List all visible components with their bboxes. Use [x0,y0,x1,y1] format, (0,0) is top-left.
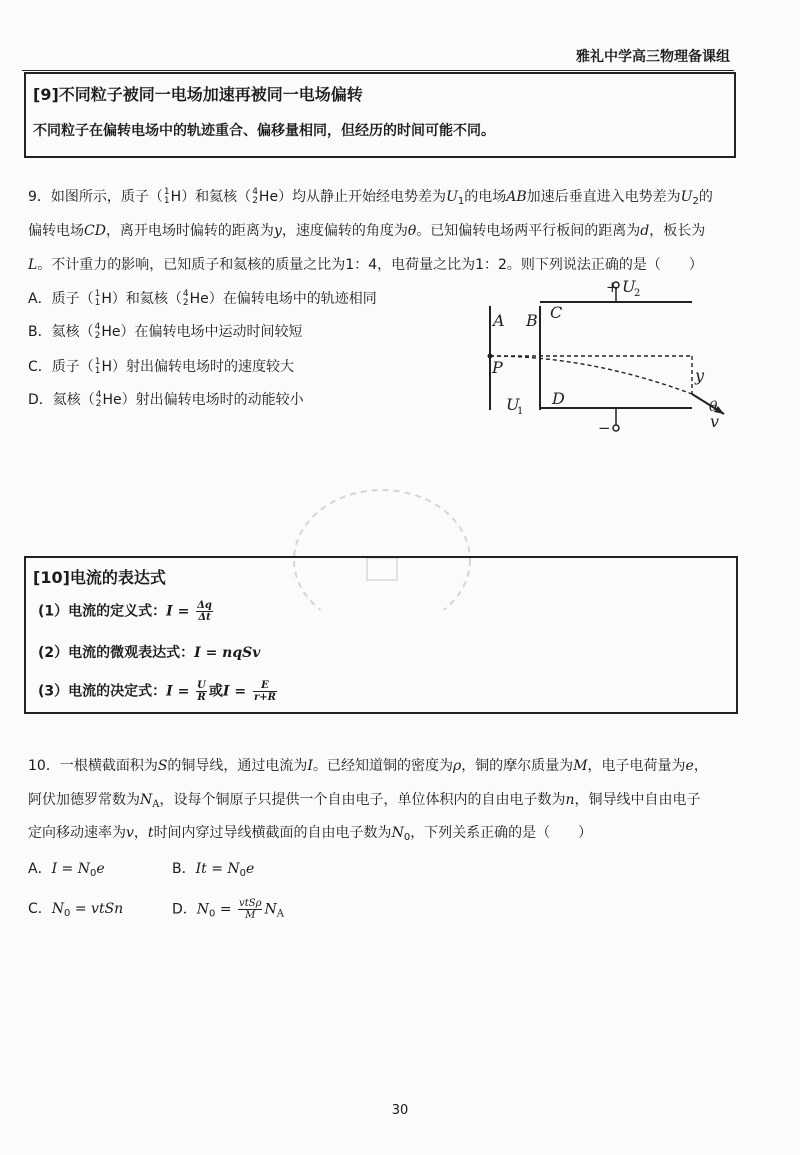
label-u1: U [506,395,520,414]
q10-option-c: C．$N_0$ = vtSn [28,901,124,919]
box9-text: 不同粒子在偏转电场中的轨迹重合、偏移量相同，但经历的时间可能不同。 [33,123,495,139]
header-divider [22,70,734,71]
q10-option-d: D．$N_0$ = $\frac{\text{vtSρ}}{M}$ $N_A$ [172,898,284,921]
q9-option-d: D．氦核（ 4 2 He）射出偏转电场时的动能较小 [28,390,304,409]
box10-definition: (1）电流的定义式：I = $\frac{\Delta q}{\Delta t}$ [38,600,212,623]
helium-symbol: 4 2 [252,187,258,206]
q9-option-a: A．质子（ 1 1 H）和氦核（ 4 2 He）在偏转电场中的轨迹相同 [28,289,377,308]
label-u2-sub: 2 [634,288,641,299]
label-y: y [695,366,705,385]
label-theta: θ [709,399,718,415]
q10-option-b: B．$It = N_0e$ [172,861,255,879]
box9-title: [9]不同粒子被同一电场加速再被同一电场偏转 [33,85,363,104]
label-p: P [492,358,503,377]
q9-line3: L。不计重力的影响，已知质子和氦核的质量之比为1：4，电荷量之比为1：2。则下列说法正确的是（ ） [28,257,703,273]
plus-sign: + [606,278,619,296]
box10-microscopic: (2）电流的微观表达式：I = nqSv [38,645,261,661]
q9-option-b: B．氦核（ 4 2 He）在偏转电场中运动时间较短 [28,322,303,341]
q10-line2: 阿伏加德罗常数为$N_A$，设每个铜原子只提供一个自由电子，单位体积内的自由电子数为n，铜导线中自由电子 [28,792,701,810]
q9-line1: 9．如图所示，质子（ 1 1 H）和氦核（ 4 2 He）均从静止开始经电势差为$U_1$的电场AB加速后垂直进入电势差为$U_2$的 [28,187,713,207]
q10-option-a: A．$I = N_0e$ [28,861,105,879]
proton-symbol: 1 1 [163,187,170,206]
deflection-field-diagram [480,270,750,440]
label-a: A [493,311,505,330]
q10-line1: 10．一根横截面积为S的铜导线，通过电流为I。已经知道铜的密度为ρ，铜的摩尔质量为M，电子电荷量为e， [28,758,708,774]
label-v: v [710,412,720,431]
label-u1-sub: 1 [517,406,524,417]
label-d: D [552,389,565,408]
minus-sign: − [598,419,611,437]
label-u2: U [622,277,636,296]
terminal-minus [613,425,619,431]
particle-trajectory [490,356,692,394]
page-number: 30 [391,1103,409,1118]
q9-line2: 偏转电场CD，离开电场时偏转的距离为y，速度偏转的角度为θ。已知偏转电场两平行板间的距离为d，板长为 [28,223,706,239]
q9-option-c: C．质子（ 1 1 H）射出偏转电场时的速度较大 [28,357,295,376]
label-b: B [526,311,538,330]
label-c: C [550,303,563,322]
q10-line3: 定向移动速率为v，t时间内穿过导线横截面的自由电子数为$N_0$，下列关系正确的是（ ） [28,825,593,843]
box10-determinant: (3）电流的决定式：I = $\frac{U}{R}$ 或I = $\frac{E}{r+R}$ [38,680,276,703]
box10-title: [10]电流的表达式 [33,568,166,587]
header-school-group: 雅礼中学高三物理备课组 [576,49,730,65]
